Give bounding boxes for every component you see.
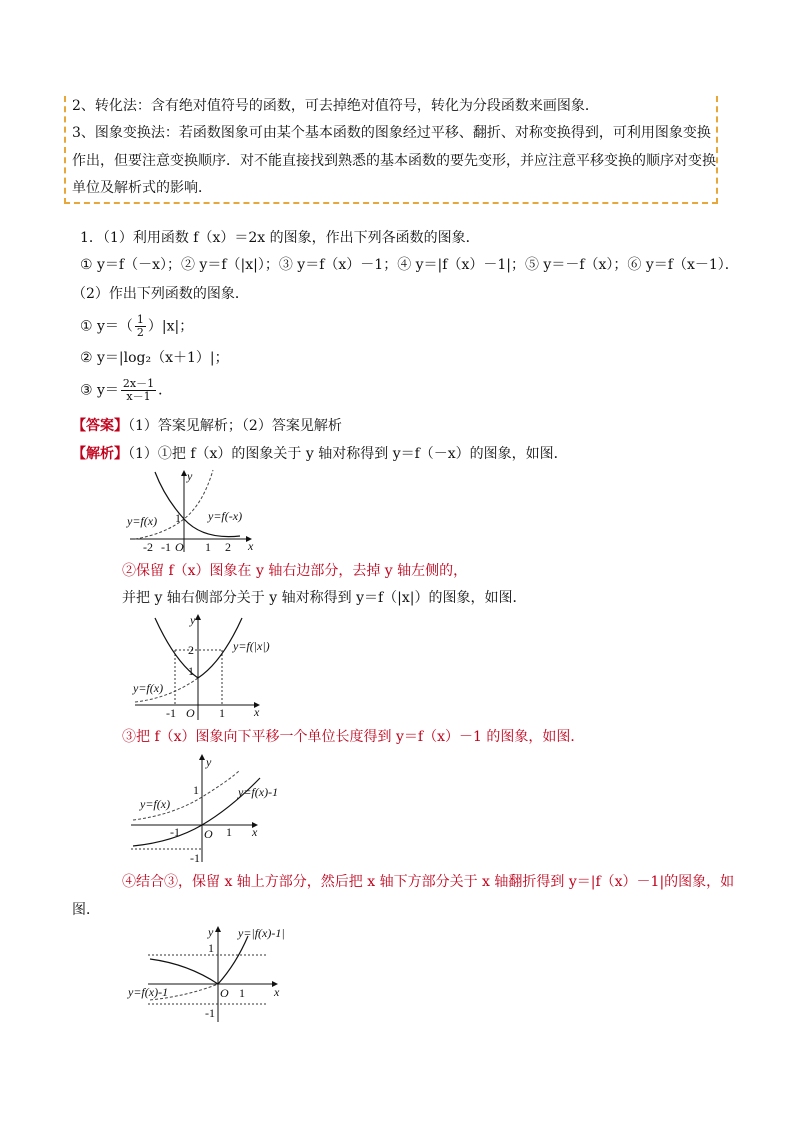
box-line-4: 单位及解析式的影响． xyxy=(72,180,212,196)
rational-fraction xyxy=(121,378,156,403)
graph-abs-f-minus-1 xyxy=(128,924,308,1024)
label-f: y=f(x) xyxy=(133,681,164,695)
half-num: 1 xyxy=(136,313,144,326)
tick-1: 1 xyxy=(226,825,232,839)
y-arrow-icon xyxy=(215,926,221,932)
origin-label: O xyxy=(220,986,229,1000)
y-label: y xyxy=(190,613,196,627)
graph-f-abs-x xyxy=(130,612,270,722)
origin-label: O xyxy=(186,706,195,720)
tick-minus-2: -2 xyxy=(143,540,153,554)
label-f: y=f(x) xyxy=(127,514,158,528)
curve-abs xyxy=(150,936,248,984)
step2-line-2: 并把 y 轴右侧部分关于 y 轴对称得到 y＝f（|x|）的图象，如图． xyxy=(122,590,527,606)
tick-minus-1: -1 xyxy=(161,540,171,554)
p4-pre: ① y＝（ xyxy=(80,318,133,335)
step4-line-1: ④结合③，保留 x 轴上方部分，然后把 x 轴下方部分关于 x 轴翻折得到 y＝|f（x）－1|的图象，如 xyxy=(122,874,735,890)
tick-neg-one: -1 xyxy=(205,1006,215,1020)
tick-two: 2 xyxy=(188,643,194,657)
curve-f-neg xyxy=(155,472,243,537)
graph-shift-down xyxy=(128,752,278,864)
p6-pre: ③ y＝ xyxy=(80,382,119,399)
label-f-neg: y=f(-x) xyxy=(208,509,243,523)
y-label: y xyxy=(206,755,212,769)
tick-one: 1 xyxy=(188,664,194,678)
x-label: x xyxy=(254,705,260,719)
problem-line-3: （2）作出下列函数的图象． xyxy=(72,286,249,302)
tick-1: 1 xyxy=(219,706,225,720)
problem-line-6 xyxy=(80,378,172,403)
box-line-2: 3、图象变换法：若函数图象可由某个基本函数的图象经过平移、翻折、对称变换得到，可利用图象变换 xyxy=(72,125,711,141)
label-f-minus-1: y=f(x)-1 xyxy=(128,985,169,999)
tick-1: 1 xyxy=(239,986,245,1000)
box-line-1: 2、转化法：含有绝对值符号的函数，可去掉绝对值符号，转化为分段函数来画图象． xyxy=(72,98,599,114)
tick-neg-one: -1 xyxy=(190,851,200,865)
origin-label: O xyxy=(175,540,184,554)
tick-minus-1: -1 xyxy=(166,706,176,720)
x-label: x xyxy=(274,985,280,999)
tick-one: 1 xyxy=(208,941,214,955)
curve-f xyxy=(135,470,213,539)
rational-num: 2x－1 xyxy=(122,377,155,390)
curve-f xyxy=(133,770,240,820)
step2-line-1: ②保留 f（x）图象在 y 轴右边部分，去掉 y 轴左侧的， xyxy=(122,563,468,579)
p6-post: ． xyxy=(158,382,173,399)
problem-line-2: ① y＝f（－x）；② y＝f（|x|）；③ y＝f（x）－1；④ y＝|f（x）－1|；⑤ y＝－f（x）；⑥ y＝f（x－1）． xyxy=(80,257,739,273)
label-abs: y=|f(x)-1| xyxy=(238,926,285,940)
label-f: y=f(x) xyxy=(140,797,171,811)
tick-1: 1 xyxy=(205,540,211,554)
label-f-abs: y=f(|x|) xyxy=(233,639,270,653)
label-f-minus-1: y=f(x)-1 xyxy=(238,785,279,799)
tick-one: 1 xyxy=(175,511,181,525)
y-label: y xyxy=(187,469,193,483)
graph-reflect-y xyxy=(125,468,265,556)
half-den: 2 xyxy=(136,326,144,339)
y-arrow-icon xyxy=(195,614,201,620)
problem-line-4 xyxy=(80,314,193,339)
p4-post: ）|x|； xyxy=(147,318,194,335)
analysis-label: 【解析】 xyxy=(72,446,128,462)
tick-2: 2 xyxy=(225,540,231,554)
rational-den: x－1 xyxy=(126,390,151,403)
tick-one: 1 xyxy=(193,783,199,797)
box-line-3: 作出，但要注意变换顺序．对不能直接找到熟悉的基本函数的要先变形，并应注意平移变换的顺序对变换 xyxy=(72,153,716,169)
half-fraction xyxy=(135,314,146,339)
answer-label: 【答案】 xyxy=(72,418,128,434)
analysis-line xyxy=(72,445,568,463)
answer-line xyxy=(72,417,342,435)
analysis-text: （1）①把 f（x）的图象关于 y 轴对称得到 y＝f（－x）的图象，如图． xyxy=(128,446,568,462)
x-label: x xyxy=(252,825,258,839)
problem-line-5: ② y＝|log₂（x＋1）|； xyxy=(80,350,229,366)
step3-line: ③把 f（x）图象向下平移一个单位长度得到 y＝f（x）－1 的图象，如图． xyxy=(122,729,585,745)
y-label: y xyxy=(208,925,214,939)
problem-line-1: 1．（1）利用函数 f（x）＝2x 的图象，作出下列各函数的图象． xyxy=(80,230,480,246)
origin-label: O xyxy=(204,827,213,841)
y-arrow-icon xyxy=(199,754,205,760)
tick-minus-1: -1 xyxy=(170,825,180,839)
step4-line-2: 图． xyxy=(72,902,100,918)
x-label: x xyxy=(248,539,254,553)
answer-text: （1）答案见解析；（2）答案见解析 xyxy=(128,418,342,434)
